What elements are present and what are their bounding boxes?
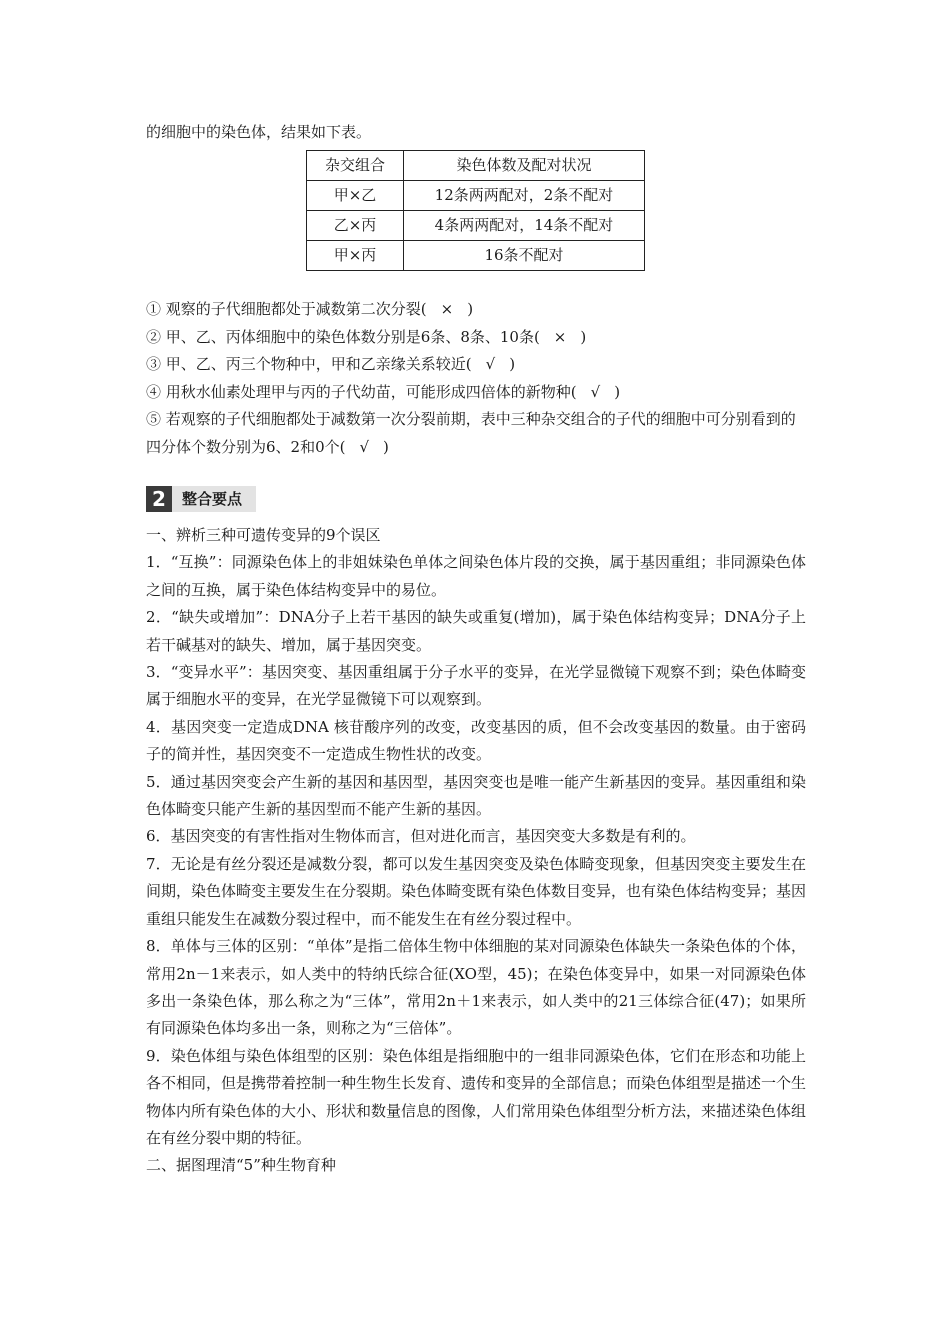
check-mark: √ [485,355,496,373]
item-close: ) [614,382,621,401]
table-cell: 甲×乙 [307,181,404,211]
table-row [307,241,645,271]
paragraph: 8．单体与三体的区别：“单体”是指二倍体生物中体细胞的某对同源染色体缺失一条染色体的个体，常用2n－1来表示，如人类中的特纳氏综合征(XO型，45)；在染色体变异中，如果一对同源染色体多出一条染色体，那么称之为“三体”，常用2n＋1来表示，如人类中的21三体综合征(47)；如果所有同源染色体均多出一条，则称之为“三倍体”。 [146,937,806,1038]
list-item [146,296,806,324]
table-cell: 甲×丙 [307,241,404,271]
item-close: ) [467,300,474,318]
intro-text: 的细胞中的染色体，结果如下表。 [146,123,372,141]
list-item [146,406,806,461]
paragraph: 1．“互换”：同源染色体上的非姐妹染色单体之间染色体片段的交换，属于基因重组；非同源染色体之间的互换，属于染色体结构变异中的易位。 [146,553,806,599]
table-cell: 12条两两配对，2条不配对 [404,181,645,211]
table-header: 杂交组合 [307,151,404,181]
table-header-row [307,151,645,181]
section-title: 整合要点 [172,486,256,512]
cross-mark: × [440,300,454,318]
item-text: ③ 甲、乙、丙三个物种中，甲和乙亲缘关系较近( [146,355,472,373]
table-header: 染色体数及配对状况 [404,151,645,181]
item-text: ⑤ 若观察的子代细胞都处于减数第一次分裂前期，表中三种杂交组合的子代的细胞中可分别看到的四分体个数分别为6、2和0个( [146,410,796,456]
section-header [146,484,256,514]
cross-mark: × [553,327,567,346]
judgement-list [146,296,806,461]
item-close: ) [580,327,587,346]
item-close: ) [509,355,516,373]
paragraph: 7．无论是有丝分裂还是减数分裂，都可以发生基因突变及染色体畸变现象，但基因突变主要发生在间期，染色体畸变主要发生在分裂期。染色体畸变既有染色体数目变异，也有染色体结构变异；基因重组只能发生在减数分裂过程中，而不能发生在有丝分裂过程中。 [146,854,807,928]
paragraph: 6．基因突变的有害性指对生物体而言，但对进化而言，基因突变大多数是有利的。 [146,827,696,846]
table-cell: 16条不配对 [404,241,645,271]
table-row [307,211,645,241]
check-mark: √ [359,437,370,456]
item-text: ② 甲、乙、丙体细胞中的染色体数分别是6条、8条、10条( [146,327,540,346]
paragraph: 3．“变异水平”：基因突变、基因重组属于分子水平的变异，在光学显微镜下观察不到；染色体畸变属于细胞水平的变异，在光学显微镜下可以观察到。 [146,663,806,709]
paragraph: 9．染色体组与染色体组型的区别：染色体组是指细胞中的一组非同源染色体，它们在形态和功能上各不相同，但是携带着控制一种生物生长发育、遗传和变异的全部信息；而染色体组型是描述一个生物体内所有染色体的大小、形状和数量信息的图像，人们常用染色体组型分析方法，来描述染色体组在有丝分裂中期的特征。 [146,1046,807,1147]
item-text: ④ 用秋水仙素处理甲与丙的子代幼苗，可能形成四倍体的新物种( [146,382,577,401]
hybrid-table [306,150,645,271]
paragraph: 2．“缺失或增加”：DNA分子上若干基因的缺失或重复(增加)，属于染色体结构变异；DNA分子上若干碱基对的缺失、增加，属于基因突变。 [146,608,806,654]
subheading: 一、辨析三种可遗传变异的9个误区 [146,526,381,544]
item-close: ) [383,437,389,456]
item-text: ① 观察的子代细胞都处于减数第二次分裂( [146,300,427,318]
table-row [307,181,645,211]
check-mark: √ [590,382,601,401]
paragraph: 4．基因突变一定造成DNA 核苷酸序列的改变，改变基因的质，但不会改变基因的数量。由于密码子的简并性，基因突变不一定造成生物性状的改变。 [146,717,806,764]
section-number-badge: 2 [146,486,172,512]
body-text [146,522,806,1180]
list-item [146,351,806,379]
paragraph: 5．通过基因突变会产生新的基因和基因型，基因突变也是唯一能产生新基因的变异。基因重组和染色体畸变只能产生新的基因型而不能产生新的基因。 [146,772,806,819]
table-cell: 4条两两配对，14条不配对 [404,211,645,241]
table-cell: 乙×丙 [307,211,404,241]
subheading: 二、据图理清“5”种生物育种 [146,1156,336,1175]
list-item [146,379,806,407]
list-item [146,324,806,352]
